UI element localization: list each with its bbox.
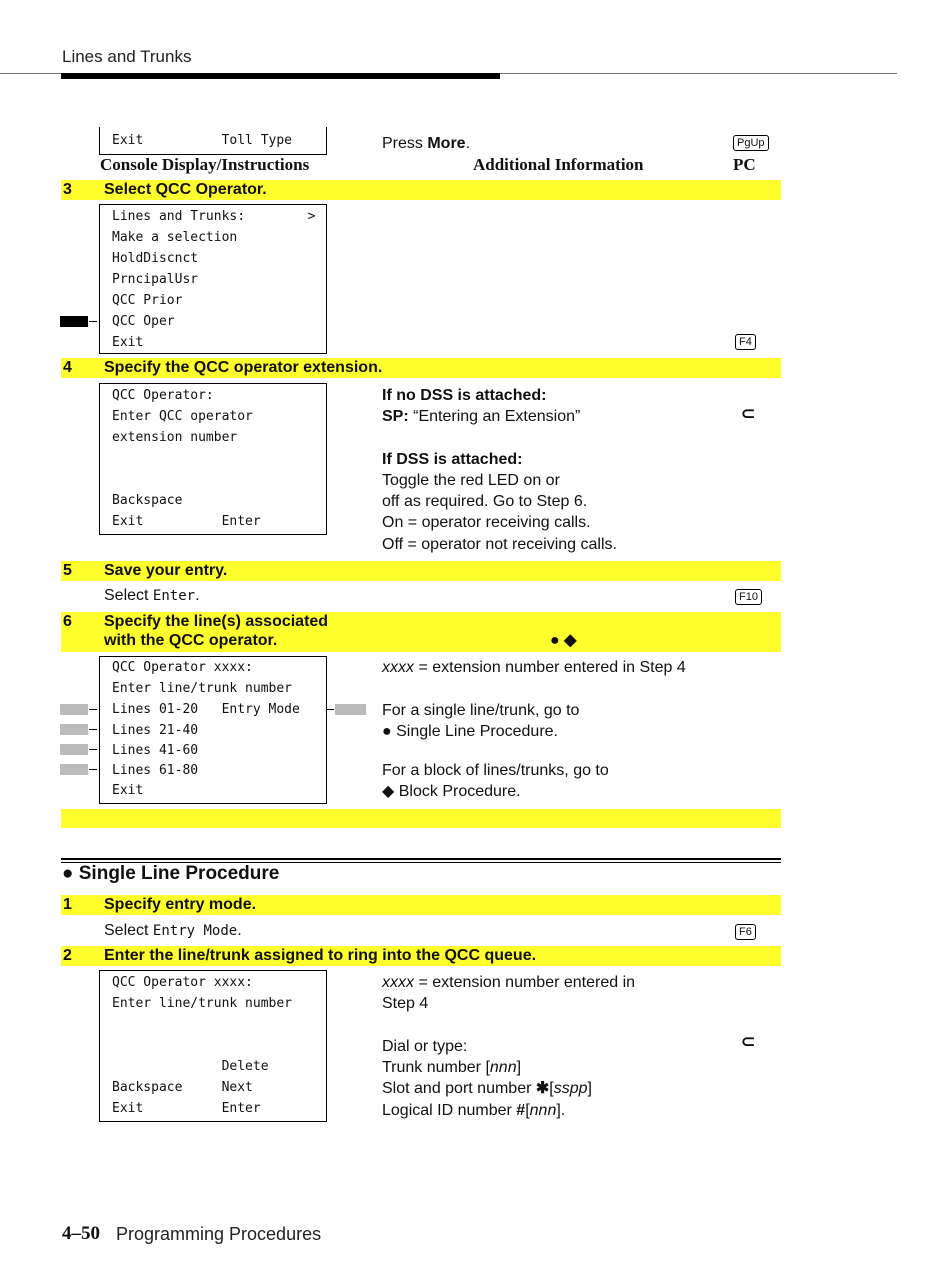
running-header: Lines and Trunks	[62, 47, 192, 66]
column-header-console: Console Display/Instructions	[100, 155, 310, 174]
footer-section: Programming Procedures	[116, 1224, 322, 1244]
option-marker	[60, 764, 88, 775]
redo-icon: ⊂	[741, 1032, 756, 1051]
step-3-number: 3	[63, 181, 72, 198]
xxxx-explanation-line2: Step 4	[382, 995, 429, 1012]
top-display-line: Exit Toll Type	[112, 133, 293, 148]
step-3-band	[61, 180, 781, 200]
f4-key: F4	[735, 334, 756, 350]
single-line-link: ● Single Line Procedure.	[382, 723, 558, 740]
step-5-instruction: Select Enter.	[104, 587, 200, 604]
display-line: PrncipalUsr	[112, 272, 199, 287]
display-line: Lines 41-60	[112, 743, 199, 758]
option-marker	[60, 724, 88, 735]
step-4-band	[61, 358, 781, 378]
single-step-2-display	[99, 970, 327, 1122]
trunk-number-format: Trunk number [nnn]	[382, 1059, 522, 1076]
marker-tick	[89, 321, 97, 322]
step-4-number: 4	[63, 359, 72, 376]
display-line: Lines 61-80	[112, 763, 199, 778]
single-line-hint: For a single line/trunk, go to	[382, 702, 580, 719]
display-line: Exit Enter	[112, 1101, 261, 1116]
top-display-screen	[99, 127, 327, 155]
f6-key: F6	[735, 924, 756, 940]
single-step-1-band	[61, 895, 781, 915]
dss-info-line: Toggle the red LED on or	[382, 472, 560, 489]
single-step-2-number: 2	[63, 947, 72, 964]
display-line: Backspace	[112, 493, 183, 508]
no-dss-heading: If no DSS is attached:	[382, 387, 547, 404]
dss-info-line: On = operator receiving calls.	[382, 514, 591, 531]
display-line: QCC Operator xxxx:	[112, 975, 253, 990]
top-display-info: Press More.	[382, 135, 471, 152]
logical-id-format: Logical ID number #[nnn].	[382, 1102, 566, 1119]
step-6-title-line1: Specify the line(s) associated	[104, 613, 329, 630]
dss-info-line: off as required. Go to Step 6.	[382, 493, 588, 510]
display-line: Lines 21-40	[112, 723, 199, 738]
block-hint: For a block of lines/trunks, go to	[382, 762, 609, 779]
f10-key: F10	[735, 589, 762, 605]
single-line-heading: ● Single Line Procedure	[62, 863, 280, 884]
dial-or-type: Dial or type:	[382, 1038, 468, 1055]
single-step-2-band	[61, 946, 781, 966]
display-line: Exit Enter	[112, 514, 261, 529]
display-line: QCC Oper	[112, 314, 175, 329]
display-line: Backspace Next	[112, 1080, 253, 1095]
marker-tick	[89, 749, 97, 750]
display-line: QCC Operator:	[112, 388, 214, 403]
display-line: extension number	[112, 430, 238, 445]
header-thick-rule	[61, 73, 500, 79]
display-line: Exit	[112, 783, 144, 798]
marker-tick	[89, 709, 97, 710]
section-rule-thick	[61, 858, 781, 860]
step-3-display	[99, 204, 327, 354]
procedure-symbols: ● ◆	[550, 632, 577, 649]
option-marker	[335, 704, 366, 715]
step-3-title: Select QCC Operator.	[104, 181, 267, 198]
step-6-number: 6	[63, 613, 72, 630]
step-5-title: Save your entry.	[104, 562, 228, 579]
display-line: Lines 01-20 Entry Mode	[112, 702, 300, 717]
xxxx-explanation: xxxx = extension number entered in	[382, 974, 636, 991]
step-4-display	[99, 383, 327, 535]
marker-tick	[326, 709, 334, 710]
page-number: 4–50	[62, 1223, 100, 1244]
selection-marker	[60, 316, 88, 327]
pgup-key: PgUp	[733, 135, 769, 151]
step-6-display	[99, 656, 327, 804]
display-line: QCC Operator xxxx:	[112, 660, 253, 675]
display-line: HoldDiscnct	[112, 251, 199, 266]
step-6-title-line2: with the QCC operator.	[104, 632, 278, 649]
step-5-number: 5	[63, 562, 72, 579]
single-step-2-title: Enter the line/trunk assigned to ring into the QCC queue.	[104, 947, 537, 964]
block-link: ◆ Block Procedure.	[382, 783, 521, 800]
single-step-1-title: Specify entry mode.	[104, 896, 257, 913]
display-line: Enter line/trunk number	[112, 996, 293, 1011]
dss-heading: If DSS is attached:	[382, 451, 523, 468]
end-band	[61, 809, 781, 828]
dss-info-line: Off = operator not receiving calls.	[382, 536, 617, 553]
slot-port-format: Slot and port number ✱[sspp]	[382, 1080, 592, 1097]
option-marker	[60, 704, 88, 715]
redo-icon: ⊂	[741, 404, 756, 423]
display-line: Make a selection	[112, 230, 238, 245]
display-line: Exit	[112, 335, 144, 350]
single-step-1-number: 1	[63, 896, 72, 913]
step-5-band	[61, 561, 781, 581]
step-6-band	[61, 612, 781, 652]
column-header-pc: PC	[733, 155, 756, 174]
sp-reference: SP: “Entering an Extension”	[382, 408, 581, 425]
display-line: Enter line/trunk number	[112, 681, 293, 696]
single-step-1-instruction: Select Entry Mode.	[104, 922, 242, 939]
display-line: Enter QCC operator	[112, 409, 253, 424]
marker-tick	[89, 729, 97, 730]
display-line: Delete	[112, 1059, 269, 1074]
xxxx-explanation: xxxx = extension number entered in Step 4	[382, 659, 686, 676]
option-marker	[60, 744, 88, 755]
column-header-additional: Additional Information	[473, 155, 644, 174]
display-line: QCC Prior	[112, 293, 183, 308]
display-line: Lines and Trunks: >	[112, 209, 316, 224]
marker-tick	[89, 769, 97, 770]
step-4-title: Specify the QCC operator extension.	[104, 359, 383, 376]
